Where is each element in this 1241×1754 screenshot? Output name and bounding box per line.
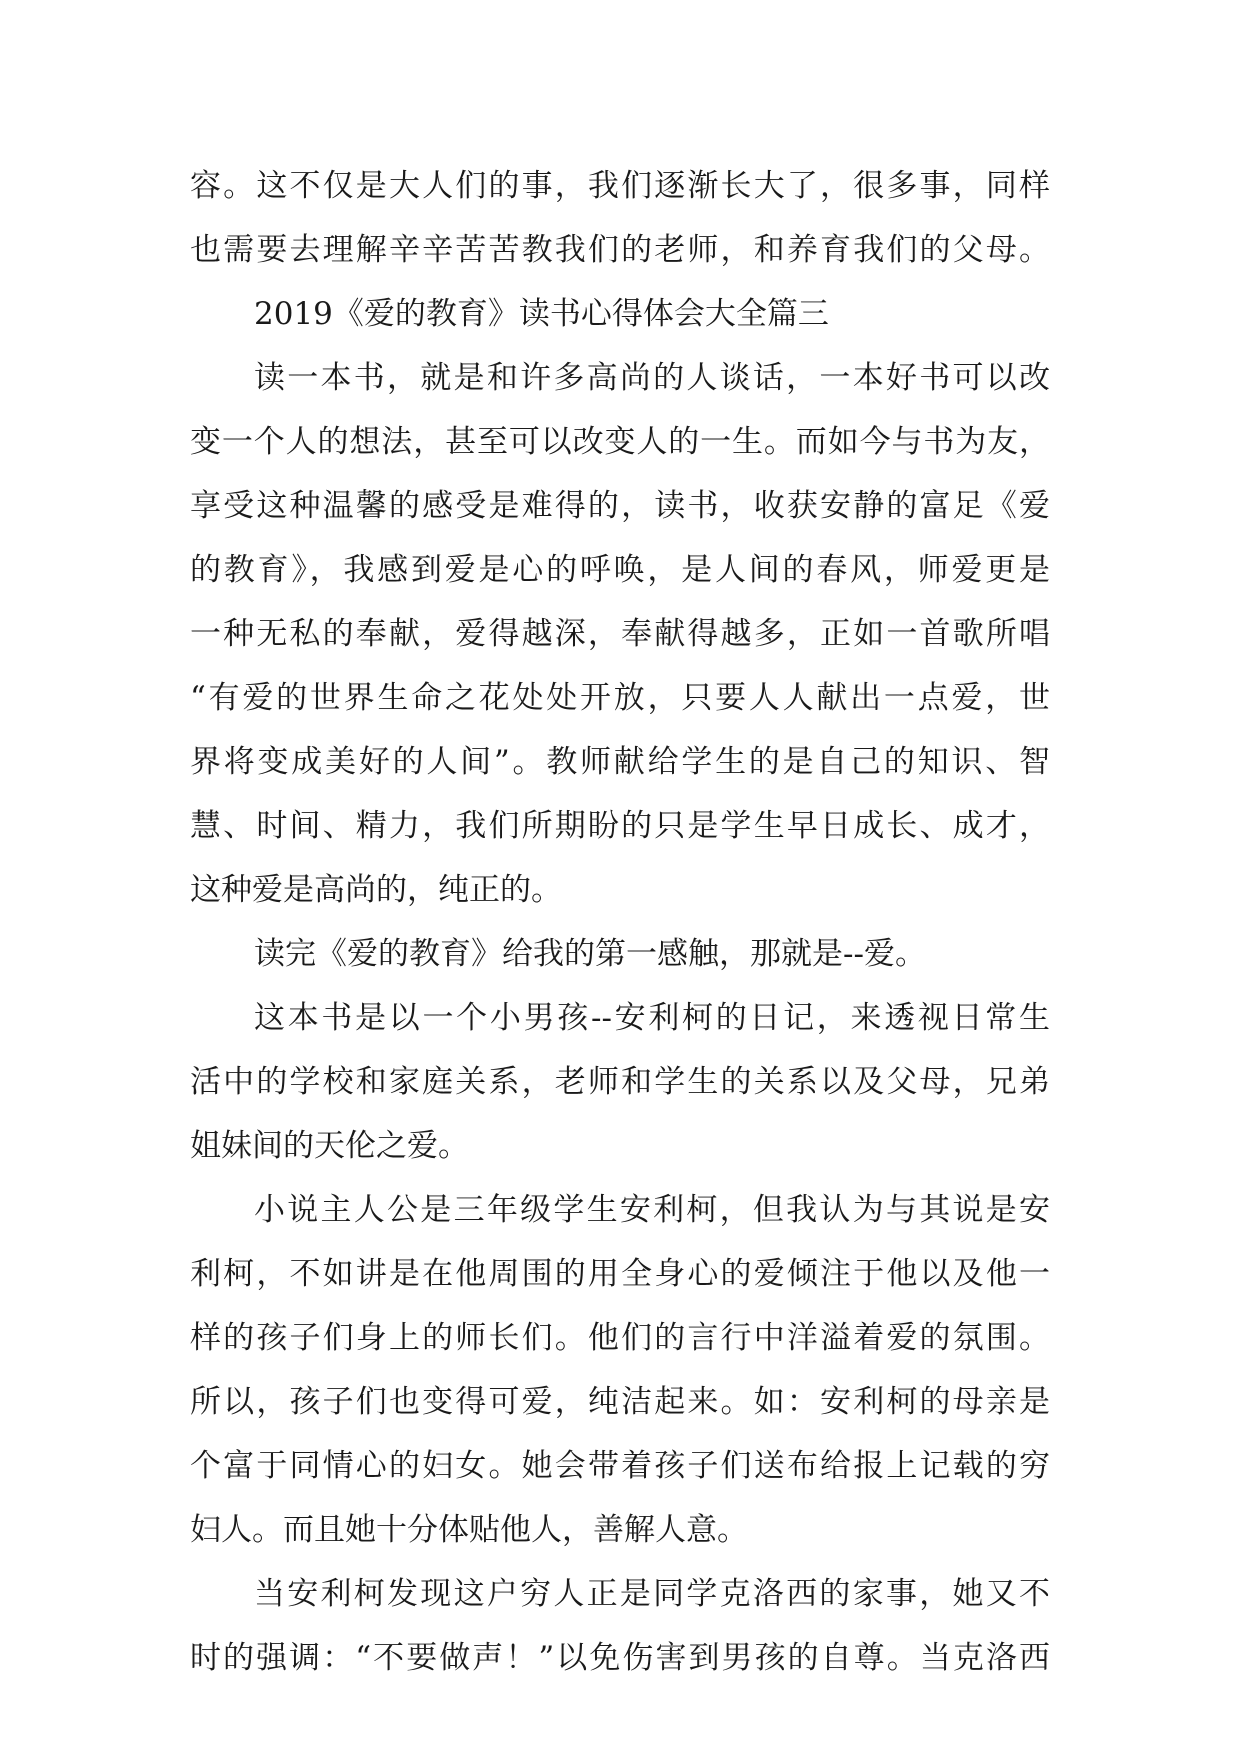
text-line: 妇人。而且她十分体贴他人，善解人意。 — [190, 1512, 748, 1548]
text-line: 姐妹间的天伦之爱。 — [190, 1128, 469, 1164]
text-line: 界将变成美好的人间”。教师献给学生的是自己的知识、智 — [190, 744, 1050, 780]
text-line: 时的强调：“不要做声！”以免伤害到男孩的自尊。当克洛西 — [190, 1640, 1050, 1676]
text-line: 读一本书，就是和许多高尚的人谈话，一本好书可以改 — [254, 360, 1050, 396]
text-line: “有爱的世界生命之花处处开放，只要人人献出一点爱，世 — [190, 680, 1050, 716]
text-line: 活中的学校和家庭关系，老师和学生的关系以及父母，兄弟 — [190, 1064, 1050, 1100]
text-line: 也需要去理解辛辛苦苦教我们的老师，和养育我们的父母。 — [190, 232, 1050, 268]
text-line: 这本书是以一个小男孩--安利柯的日记，来透视日常生 — [254, 1000, 1050, 1036]
text-line: 小说主人公是三年级学生安利柯，但我认为与其说是安 — [254, 1192, 1050, 1228]
text-line: 变一个人的想法，甚至可以改变人的一生。而如今与书为友， — [190, 424, 1050, 460]
text-line: 读完《爱的教育》给我的第一感触，那就是--爱。 — [254, 936, 926, 972]
text-line: 的教育》，我感到爱是心的呼唤，是人间的春风，师爱更是 — [190, 552, 1050, 588]
text-line: 利柯，不如讲是在他周围的用全身心的爱倾注于他以及他一 — [190, 1256, 1050, 1292]
text-line: 这种爱是高尚的，纯正的。 — [190, 872, 562, 908]
text-line: 一种无私的奉献，爱得越深，奉献得越多，正如一首歌所唱 — [190, 616, 1050, 652]
text-line: 当安利柯发现这户穷人正是同学克洛西的家事，她又不 — [254, 1576, 1050, 1612]
section-heading: 2019《爱的教育》读书心得体会大全篇三 — [254, 296, 829, 332]
text-line: 享受这种温馨的感受是难得的，读书，收获安静的富足《爱 — [190, 488, 1050, 524]
text-line: 样的孩子们身上的师长们。他们的言行中洋溢着爱的氛围。 — [190, 1320, 1050, 1356]
text-line: 个富于同情心的妇女。她会带着孩子们送布给报上记载的穷 — [190, 1448, 1050, 1484]
text-line: 所以，孩子们也变得可爱，纯洁起来。如：安利柯的母亲是 — [190, 1384, 1050, 1420]
text-line: 容。这不仅是大人们的事，我们逐渐长大了，很多事，同样 — [190, 168, 1050, 204]
text-line: 慧、时间、精力，我们所期盼的只是学生早日成长、成才， — [190, 808, 1050, 844]
